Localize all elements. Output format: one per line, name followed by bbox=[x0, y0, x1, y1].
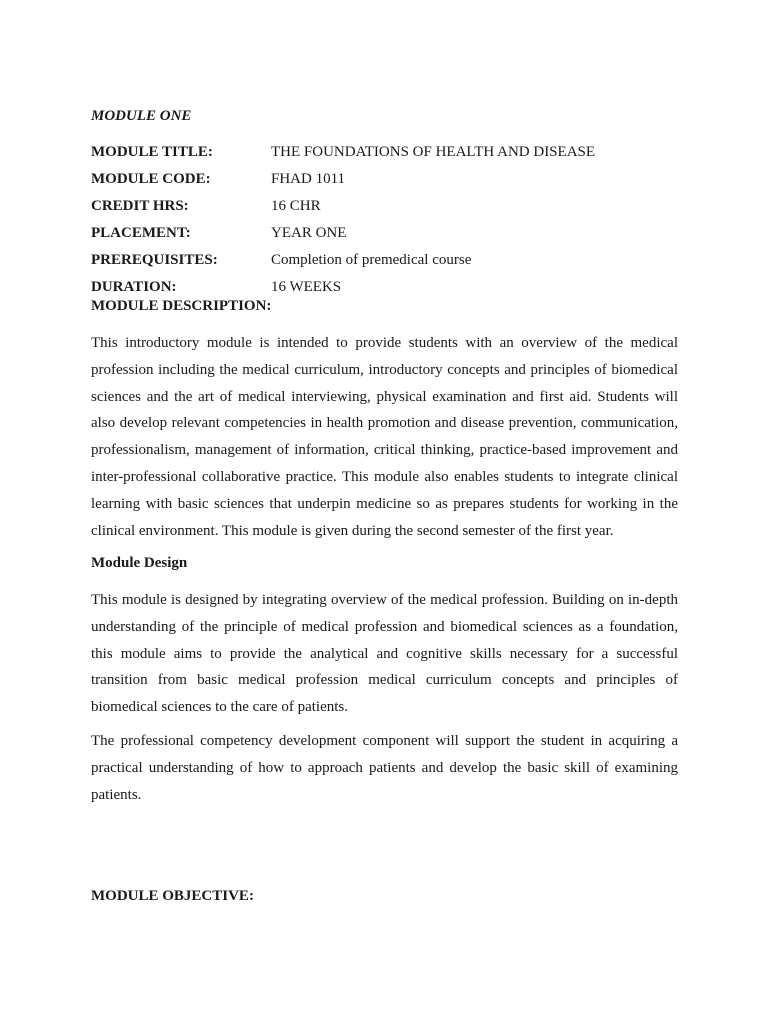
design-paragraph-2: The professional competency development component will support the student in acquiring a practical understanding of how to approach patients and develop the basic skill of examining patients. bbox=[91, 733, 678, 803]
meta-label: MODULE TITLE: bbox=[91, 144, 213, 160]
meta-label: DURATION: bbox=[91, 279, 177, 295]
meta-value: 16 CHR bbox=[271, 198, 321, 214]
module-heading: MODULE ONE bbox=[91, 108, 192, 124]
description-paragraph: This introductory module is intended to provide students with an overview of the medical profession including the medical curriculum, introductory concepts and principles of biomedical sciences and the art of medical interviewing, physical examination and first aid. Students will also develop relevant competencies in health promotion and disease prevention, communication, professionalism, management of information, critical thinking, practice-based improvement and inter-professional collaborative practice. This module also enables students to integrate clinical learning with basic sciences that underpin medicine so as prepares students for working in the clinical environment. This module is given during the second semester of the first year. bbox=[91, 335, 678, 539]
document-page bbox=[91, 0, 678, 1024]
meta-value: FHAD 1011 bbox=[271, 171, 346, 187]
meta-value: 16 WEEKS bbox=[271, 279, 342, 295]
meta-row-title bbox=[91, 139, 678, 166]
meta-value: THE FOUNDATIONS OF HEALTH AND DISEASE bbox=[271, 144, 596, 160]
meta-value: Completion of premedical course bbox=[271, 252, 472, 268]
meta-row-credit bbox=[91, 193, 678, 220]
meta-row-duration bbox=[91, 274, 678, 301]
meta-row-placement bbox=[91, 220, 678, 247]
module-meta-table bbox=[91, 139, 678, 301]
meta-label: CREDIT HRS: bbox=[91, 198, 189, 214]
objective-heading: MODULE OBJECTIVE: bbox=[91, 888, 254, 904]
design-paragraph-1: This module is designed by integrating overview of the medical profession. Building on in-depth understanding of the principle of medical profession and biomedical sciences as a foundation, this module aims to provide the analytical and cognitive skills necessary for a successful transition from basic medical profession medical curriculum concepts and principles of biomedical sciences to the care of patients. bbox=[91, 592, 678, 716]
design-heading: Module Design bbox=[91, 555, 188, 571]
meta-label: PLACEMENT: bbox=[91, 225, 191, 241]
meta-label: PREREQUISITES: bbox=[91, 252, 218, 268]
meta-value: YEAR ONE bbox=[271, 225, 347, 241]
meta-row-code bbox=[91, 166, 678, 193]
meta-label: MODULE CODE: bbox=[91, 171, 211, 187]
meta-row-prerequisites bbox=[91, 247, 678, 274]
description-heading: MODULE DESCRIPTION: bbox=[91, 298, 272, 314]
